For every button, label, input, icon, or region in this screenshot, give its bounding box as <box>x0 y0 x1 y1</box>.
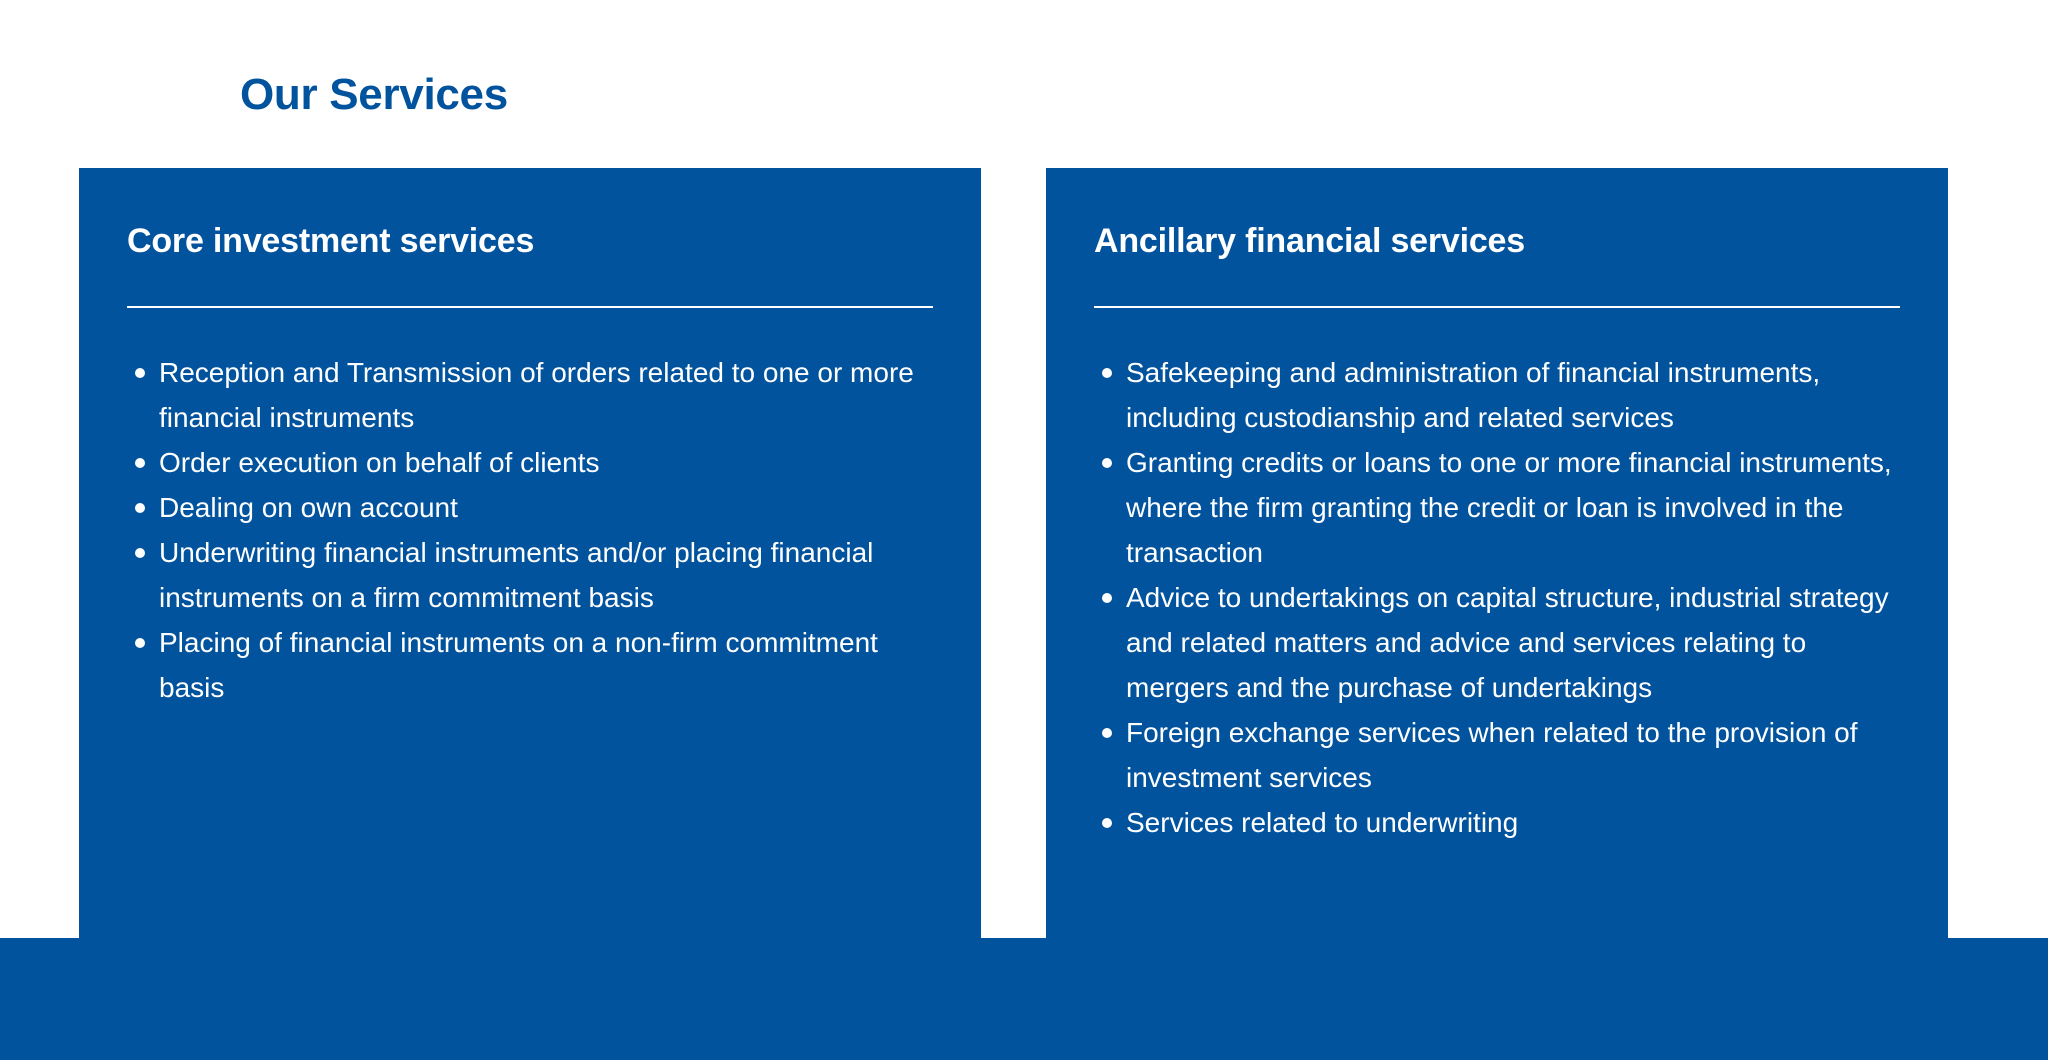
ancillary-financial-services-card <box>1046 168 1948 938</box>
list-item <box>127 530 945 620</box>
footer-band <box>0 938 2048 1060</box>
list-item <box>127 485 945 530</box>
list-item-text: Dealing on own account <box>159 492 458 523</box>
list-item-text: Underwriting financial instruments and/or placing financial instruments on a firm commitment basis <box>159 537 874 613</box>
list-item-text: Reception and Transmission of orders related to one or more financial instruments <box>159 357 914 433</box>
card-divider <box>127 306 933 308</box>
list-item <box>1094 350 1912 440</box>
bullet-icon <box>135 548 145 558</box>
bullet-icon <box>135 458 145 468</box>
list-item-text: Foreign exchange services when related to the provision of investment services <box>1126 717 1858 793</box>
list-item <box>1094 440 1912 575</box>
bullet-icon <box>1102 728 1112 738</box>
bullet-icon <box>135 503 145 513</box>
bullet-icon <box>1102 458 1112 468</box>
bullet-icon <box>1102 593 1112 603</box>
bullet-icon <box>135 638 145 648</box>
list-item-text: Services related to underwriting <box>1126 807 1519 838</box>
list-item-text: Advice to undertakings on capital structure, industrial strategy and related matters and advice and services relating to mergers and the purchase of undertakings <box>1126 582 1889 703</box>
list-item <box>1094 710 1912 800</box>
bullet-icon <box>135 368 145 378</box>
list-item-text: Granting credits or loans to one or more financial instruments, where the firm granting the credit or loan is involved in the transaction <box>1126 447 1892 568</box>
list-item-text: Placing of financial instruments on a non-firm commitment basis <box>159 627 878 703</box>
page-title: Our Services <box>240 70 508 119</box>
list-item <box>127 620 945 710</box>
list-item <box>1094 575 1912 710</box>
core-investment-services-card <box>79 168 981 938</box>
bullet-icon <box>1102 818 1112 828</box>
card-title: Ancillary financial services <box>1094 222 1525 260</box>
service-list <box>1094 350 1912 845</box>
list-item-text: Safekeeping and administration of financial instruments, including custodianship and related services <box>1126 357 1821 433</box>
list-item <box>1094 800 1912 845</box>
service-list <box>127 350 945 710</box>
card-title: Core investment services <box>127 222 535 260</box>
list-item <box>127 350 945 440</box>
list-item-text: Order execution on behalf of clients <box>159 447 600 478</box>
list-item <box>127 440 945 485</box>
bullet-icon <box>1102 368 1112 378</box>
card-divider <box>1094 306 1900 308</box>
